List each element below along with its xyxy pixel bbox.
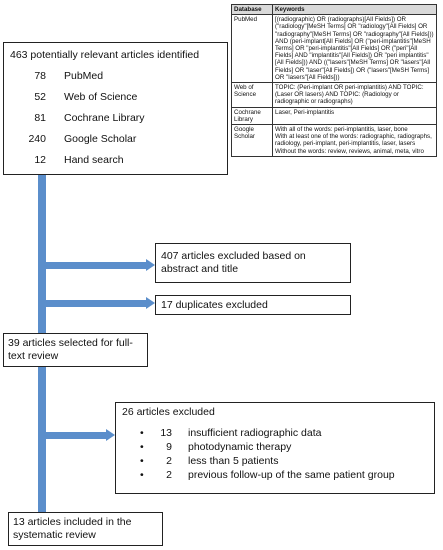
table-row <box>232 15 437 83</box>
table-row <box>232 125 437 157</box>
duplicates-box <box>155 295 351 315</box>
main-flow-arrow-top <box>38 175 46 333</box>
bullet: • <box>140 441 144 453</box>
exclusion-reason <box>140 455 278 467</box>
reason-count: 9 <box>166 441 172 453</box>
source-count: 81 <box>34 112 46 124</box>
arrow-head-right <box>106 429 115 441</box>
source-count: 12 <box>34 154 46 166</box>
source-count: 52 <box>34 91 46 103</box>
database-cell: PubMed <box>232 15 273 83</box>
arrow-head-right <box>146 259 155 271</box>
source-row <box>16 70 103 82</box>
exclusion-reason <box>140 469 395 481</box>
source-row <box>16 91 137 103</box>
reason-count: 13 <box>160 427 172 439</box>
source-row <box>16 112 145 124</box>
keywords-cell: [(radiographic) OR (radiographs)[All Fields]) OR ("radiology"[MeSH Terms] OR "radiology"[All Fields] OR "radiography"[MeSH Terms] OR "radiography"[All Fields])) AND (peri-implant[All Fields] OR ("peri-implantitis"[MeSH Terms] OR "peri-implantitis"[All Fields] OR ("peri"[All Fields] AND "implantitis"[All Fields]) OR "peri implantitis"[All Fields])) AND (("lasers"[MeSH Terms] OR "lasers"[All Fields] OR "laser"[All Fields]) OR ("lasers"[MeSH Terms] OR "lasers"[All Fields])) <box>273 15 437 83</box>
reason-text: previous follow-up of the same patient group <box>188 469 395 481</box>
database-cell: Google Scholar <box>232 125 273 157</box>
excluded-fulltext-box <box>115 402 435 494</box>
database-cell: Cochrane Library <box>232 107 273 124</box>
bullet: • <box>140 427 144 439</box>
main-flow-arrow-bottom <box>38 357 46 517</box>
identified-box <box>3 42 228 175</box>
selected-fulltext-text: 39 articles selected for full-text review <box>8 337 133 362</box>
reason-text: photodynamic therapy <box>188 441 292 453</box>
source-name: Web of Science <box>64 91 138 103</box>
source-name: PubMed <box>64 70 104 82</box>
search-strategy-table <box>231 4 437 157</box>
reason-text: insufficient radiographic data <box>188 427 322 439</box>
table-row <box>232 83 437 108</box>
excluded-abstract-text: 407 articles excluded based on abstract and title <box>161 250 306 275</box>
database-cell: Web of Science <box>232 83 273 108</box>
reason-count: 2 <box>166 455 172 467</box>
source-row <box>16 133 136 145</box>
bullet: • <box>140 455 144 467</box>
source-count: 78 <box>34 70 46 82</box>
reason-text: less than 5 patients <box>188 455 279 467</box>
table-row <box>232 107 437 124</box>
included-box <box>8 512 163 546</box>
source-name: Hand search <box>64 154 124 166</box>
reason-count: 2 <box>166 469 172 481</box>
selected-fulltext-box <box>3 333 148 367</box>
branch-arrow-duplicates <box>46 300 146 307</box>
branch-arrow-abstract <box>46 262 146 269</box>
source-count: 240 <box>28 133 46 145</box>
keywords-cell: With all of the words: peri-implantitis, laser, bone With at least one of the words: radiographic, radiographs, radiology, peri-implant, peri-implantitis, laser, lasers Without the words: review, reviews, animal, meta, vitro <box>273 125 437 157</box>
keywords-cell: Laser, Peri-implantitis <box>273 107 437 124</box>
branch-arrow-fulltext <box>46 432 106 439</box>
identified-title: 463 potentially relevant articles identified <box>10 49 200 61</box>
keywords-cell: TOPIC: (Peri-implant OR peri-implantitis) AND TOPIC: (Laser OR lasers) AND TOPIC: (Radiology or radiographic or radiographs) <box>273 83 437 108</box>
arrow-head-right <box>146 297 155 309</box>
excluded-abstract-box <box>155 243 351 283</box>
included-text: 13 articles included in the systematic review <box>13 516 132 541</box>
header-keywords: Keywords <box>273 5 437 15</box>
exclusion-reason <box>140 427 321 439</box>
source-row <box>16 154 124 166</box>
table-header-row <box>232 5 437 15</box>
excluded-fulltext-title: 26 articles excluded <box>122 406 215 418</box>
header-database: Database <box>232 5 273 15</box>
source-name: Google Scholar <box>64 133 137 145</box>
exclusion-reason <box>140 441 291 453</box>
bullet: • <box>140 469 144 481</box>
duplicates-text: 17 duplicates excluded <box>161 299 268 311</box>
source-name: Cochrane Library <box>64 112 145 124</box>
